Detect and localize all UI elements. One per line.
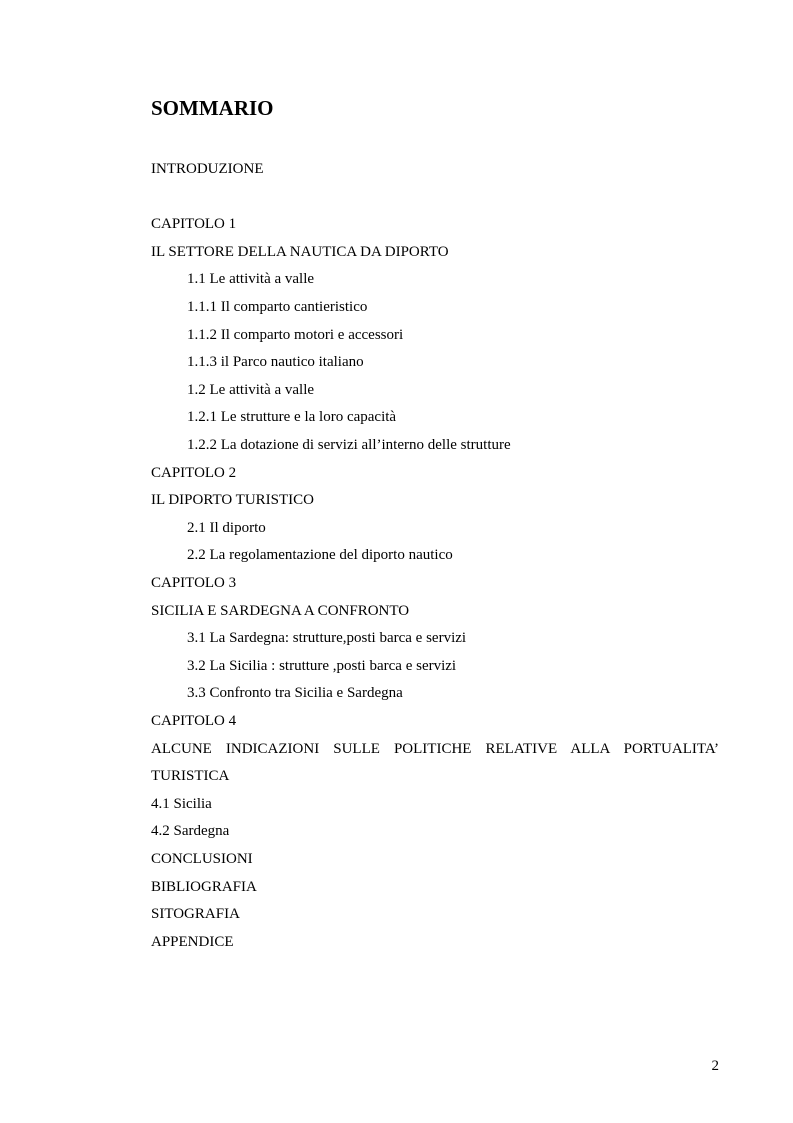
toc-chapter-3-label: CAPITOLO 3 xyxy=(151,575,237,591)
toc-chapter-2-title: IL DIPORTO TURISTICO xyxy=(151,492,314,508)
toc-section-3-3: 3.3 Confronto tra Sicilia e Sardegna xyxy=(187,685,403,701)
toc-section-1-1-2: 1.1.2 Il comparto motori e accessori xyxy=(187,327,404,343)
toc-chapter-1-label: CAPITOLO 1 xyxy=(151,216,237,232)
toc-section-3-1: 3.1 La Sardegna: strutture,posti barca e servizi xyxy=(187,630,467,646)
toc-introduzione: INTRODUZIONE xyxy=(151,161,264,177)
toc-chapter-1-title: IL SETTORE DELLA NAUTICA DA DIPORTO xyxy=(151,244,449,260)
toc-appendice: APPENDICE xyxy=(151,934,234,950)
toc-bibliografia: BIBLIOGRAFIA xyxy=(151,879,257,895)
toc-chapter-4-title-line-2: TURISTICA xyxy=(151,768,230,784)
toc-section-1-1: 1.1 Le attività a valle xyxy=(187,271,315,287)
toc-sitografia: SITOGRAFIA xyxy=(151,906,240,922)
toc-section-2-1: 2.1 Il diporto xyxy=(187,520,266,536)
toc-section-1-2-1: 1.2.1 Le strutture e la loro capacità xyxy=(187,409,397,425)
toc-section-3-2: 3.2 La Sicilia : strutture ,posti barca e servizi xyxy=(187,658,457,674)
toc-chapter-4-label: CAPITOLO 4 xyxy=(151,713,237,729)
toc-section-2-2: 2.2 La regolamentazione del diporto nautico xyxy=(187,547,453,563)
toc-section-4-2: 4.2 Sardegna xyxy=(151,823,230,839)
toc-conclusioni: CONCLUSIONI xyxy=(151,851,253,867)
page-title: SOMMARIO xyxy=(151,96,274,120)
page-number: 2 xyxy=(711,1058,719,1074)
toc-chapter-2-label: CAPITOLO 2 xyxy=(151,465,237,481)
toc-chapter-3-title: SICILIA E SARDEGNA A CONFRONTO xyxy=(151,603,410,619)
toc-chapter-4-title-line-1: ALCUNE INDICAZIONI SULLE POLITICHE RELATIVE ALLA PORTUALITA’ xyxy=(151,741,719,757)
toc-section-1-1-3: 1.1.3 il Parco nautico italiano xyxy=(187,354,364,370)
toc-section-1-2: 1.2 Le attività a valle xyxy=(187,382,315,398)
toc-section-1-1-1: 1.1.1 Il comparto cantieristico xyxy=(187,299,368,315)
toc-section-1-2-2: 1.2.2 La dotazione di servizi all’interno delle strutture xyxy=(187,437,511,453)
toc-section-4-1: 4.1 Sicilia xyxy=(151,796,212,812)
